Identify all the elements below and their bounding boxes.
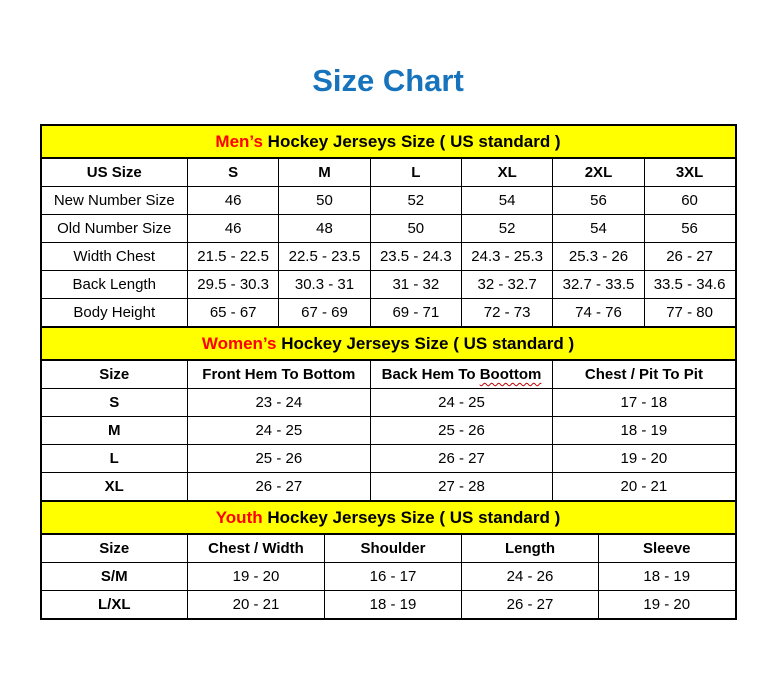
table-cell: 16 - 17 xyxy=(325,563,462,591)
row-label: Old Number Size xyxy=(41,215,188,243)
table-row xyxy=(41,299,736,328)
sections xyxy=(40,124,737,620)
column-header: XL xyxy=(461,158,552,187)
table-cell: 17 - 18 xyxy=(553,389,736,417)
womens-section-banner xyxy=(41,327,736,360)
row-label: XL xyxy=(41,473,188,502)
table-cell: 48 xyxy=(279,215,370,243)
womens-header-row xyxy=(41,360,736,389)
table-row xyxy=(41,243,736,271)
misspelled-word: Boottom xyxy=(479,366,542,383)
table-cell: 50 xyxy=(370,215,461,243)
youth-section-banner xyxy=(41,501,736,534)
table-cell: 18 - 19 xyxy=(599,563,736,591)
mens-banner-row xyxy=(41,125,736,158)
table-cell: 52 xyxy=(370,187,461,215)
table-cell: 20 - 21 xyxy=(188,591,325,620)
column-header: L xyxy=(370,158,461,187)
banner-text: Hockey Jerseys Size ( US standard ) xyxy=(262,131,561,151)
table-cell: 20 - 21 xyxy=(553,473,736,502)
table-cell: 56 xyxy=(553,187,644,215)
table-cell: 26 - 27 xyxy=(644,243,735,271)
table-row xyxy=(41,417,736,445)
row-label: New Number Size xyxy=(41,187,188,215)
table-cell: 22.5 - 23.5 xyxy=(279,243,370,271)
table-row xyxy=(41,473,736,502)
table-row xyxy=(41,215,736,243)
row-label: S xyxy=(41,389,188,417)
table-cell: 25 - 26 xyxy=(188,445,371,473)
column-header: Length xyxy=(462,534,599,563)
table-cell: 25 - 26 xyxy=(370,417,553,445)
banner-text: Hockey Jerseys Size ( US standard ) xyxy=(276,333,575,353)
table-cell: 26 - 27 xyxy=(462,591,599,620)
table-cell: 19 - 20 xyxy=(553,445,736,473)
banner-highlight: Women’s xyxy=(201,333,277,353)
table-row xyxy=(41,187,736,215)
column-header: M xyxy=(279,158,370,187)
banner-highlight: Youth xyxy=(215,507,263,527)
table-cell: 24 - 25 xyxy=(370,389,553,417)
table-cell: 18 - 19 xyxy=(553,417,736,445)
table-row xyxy=(41,271,736,299)
column-header: 2XL xyxy=(553,158,644,187)
table-cell: 24 - 26 xyxy=(462,563,599,591)
row-label: S/M xyxy=(41,563,188,591)
womens-size-table xyxy=(40,326,737,502)
banner-highlight: Men’s xyxy=(215,131,263,151)
table-cell: 18 - 19 xyxy=(325,591,462,620)
row-label: L xyxy=(41,445,188,473)
mens-section-banner xyxy=(41,125,736,158)
row-label: M xyxy=(41,417,188,445)
table-cell: 24.3 - 25.3 xyxy=(461,243,552,271)
mens-size-table xyxy=(40,124,737,328)
table-cell: 46 xyxy=(188,187,279,215)
table-cell: 29.5 - 30.3 xyxy=(188,271,279,299)
table-cell: 46 xyxy=(188,215,279,243)
table-cell: 19 - 20 xyxy=(188,563,325,591)
table-cell: 72 - 73 xyxy=(461,299,552,328)
table-cell: 26 - 27 xyxy=(370,445,553,473)
row-label: Width Chest xyxy=(41,243,188,271)
table-cell: 69 - 71 xyxy=(370,299,461,328)
column-header: Size xyxy=(41,360,188,389)
table-cell: 52 xyxy=(461,215,552,243)
table-row xyxy=(41,563,736,591)
table-cell: 24 - 25 xyxy=(188,417,371,445)
table-row xyxy=(41,389,736,417)
banner-text: Hockey Jerseys Size ( US standard ) xyxy=(262,507,561,527)
table-cell: 33.5 - 34.6 xyxy=(644,271,735,299)
table-cell: 74 - 76 xyxy=(553,299,644,328)
table-cell: 32.7 - 33.5 xyxy=(553,271,644,299)
column-header: Back Hem To Boottom xyxy=(370,360,553,389)
table-cell: 65 - 67 xyxy=(188,299,279,328)
row-label: Body Height xyxy=(41,299,188,328)
table-cell: 30.3 - 31 xyxy=(279,271,370,299)
youth-size-table xyxy=(40,500,737,620)
row-label: Back Length xyxy=(41,271,188,299)
table-cell: 54 xyxy=(553,215,644,243)
table-cell: 50 xyxy=(279,187,370,215)
table-cell: 23.5 - 24.3 xyxy=(370,243,461,271)
womens-banner-row xyxy=(41,327,736,360)
column-header: Chest / Pit To Pit xyxy=(553,360,736,389)
table-cell: 60 xyxy=(644,187,735,215)
column-header: Shoulder xyxy=(325,534,462,563)
table-cell: 77 - 80 xyxy=(644,299,735,328)
table-cell: 31 - 32 xyxy=(370,271,461,299)
page-title: Size Chart xyxy=(312,63,464,98)
column-header: Sleeve xyxy=(599,534,736,563)
table-cell: 23 - 24 xyxy=(188,389,371,417)
column-header: S xyxy=(188,158,279,187)
table-row xyxy=(41,591,736,620)
table-cell: 67 - 69 xyxy=(279,299,370,328)
table-cell: 54 xyxy=(461,187,552,215)
column-header: Size xyxy=(41,534,188,563)
table-cell: 27 - 28 xyxy=(370,473,553,502)
row-label: L/XL xyxy=(41,591,188,620)
table-cell: 19 - 20 xyxy=(599,591,736,620)
table-row xyxy=(41,445,736,473)
table-cell: 26 - 27 xyxy=(188,473,371,502)
table-cell: 21.5 - 22.5 xyxy=(188,243,279,271)
table-cell: 25.3 - 26 xyxy=(553,243,644,271)
column-header: 3XL xyxy=(644,158,735,187)
youth-header-row xyxy=(41,534,736,563)
table-cell: 56 xyxy=(644,215,735,243)
column-header: Chest / Width xyxy=(188,534,325,563)
column-header: Front Hem To Bottom xyxy=(188,360,371,389)
column-header: US Size xyxy=(41,158,188,187)
youth-banner-row xyxy=(41,501,736,534)
mens-header-row xyxy=(41,158,736,187)
table-cell: 32 - 32.7 xyxy=(461,271,552,299)
